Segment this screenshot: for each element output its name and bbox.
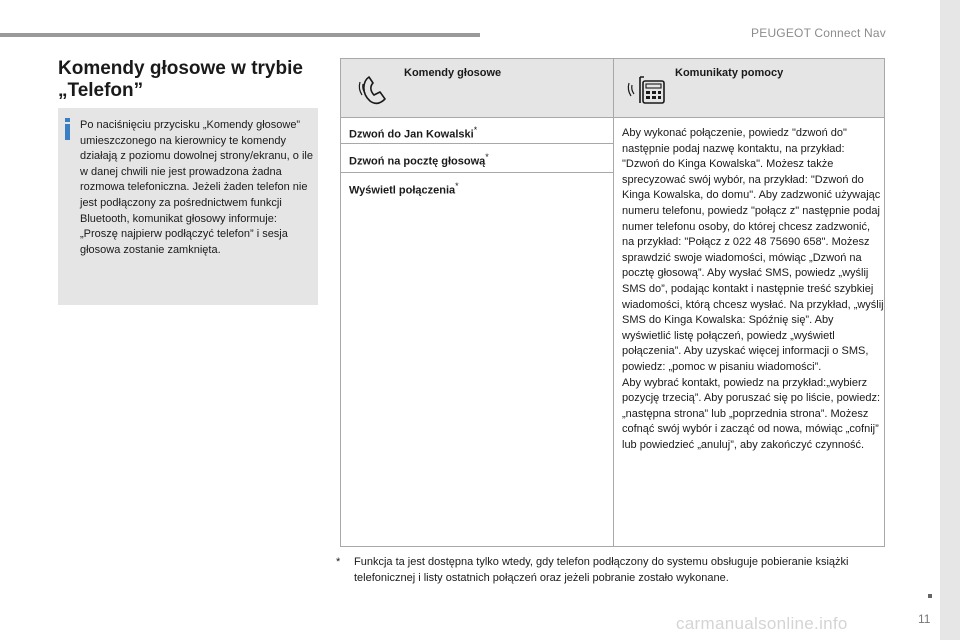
table-row	[341, 173, 613, 203]
help-message-icon	[626, 73, 666, 109]
page-number: 11	[918, 612, 931, 626]
header-brand: PEUGEOT Connect Nav	[751, 26, 886, 40]
command-label: Wyświetl połączenia*	[349, 181, 459, 197]
footnote-mark: *	[336, 556, 341, 568]
info-box	[58, 108, 318, 305]
page-title: Komendy głosowe w trybie „Telefon”	[58, 58, 303, 101]
footnote-text: Funkcja ta jest dostępna tylko wtedy, gdy telefon podłączony do systemu obsługuje pobieranie książki telefonicznej i listy ostatnich połączeń oraz jeżeli pobranie zostało wykonane.	[354, 556, 849, 584]
table-row	[341, 144, 613, 173]
column-header-commands: Komendy głosowe	[404, 67, 502, 79]
info-icon	[64, 118, 71, 140]
table-row	[341, 117, 613, 144]
side-strip	[940, 0, 960, 640]
watermark: carmanualsonline.info	[676, 614, 848, 633]
command-label: Dzwoń na pocztę głosową*	[349, 152, 489, 168]
voice-command-icon	[357, 73, 393, 109]
page-nav-marker	[928, 594, 932, 598]
command-label: Dzwoń do Jan Kowalski*	[349, 125, 478, 141]
info-text: Po naciśnięciu przycisku „Komendy głosowe” umieszczonego na kierownicy te komendy działają z poziomu dowolnej strony/ekranu, o ile w danej chwili nie jest prowadzona żadna rozmowa telefoniczna. Jeżeli żaden telefon nie jest podłączony za pośrednictwem funkcji Bluetooth, komunikat głosowy informuje: „Proszę najpierw podłączyć telefon” i sesja głosowa zostanie zamknięta.	[80, 119, 313, 256]
header-rule	[0, 33, 480, 37]
column-header-help: Komunikaty pomocy	[675, 67, 784, 79]
help-message-text: Aby wykonać połączenie, powiedz "dzwoń do" następnie podaj nazwę kontaktu, na przykład: "Dzwoń do Kinga Kowalska". Możesz także sprecyzować swój wybór, na przykład: "Dzwoń do Kinga Kowalska, do domu". Aby zadzwonić używając numeru telefonu, powiedz "połącz z" następnie podaj numer telefonu osoby, do której chcesz zadzwonić, na przykład: "Połącz z 022 48 75690 658". Możesz sprawdzić swoje wiadomości, mówiąc „Dzwoń na pocztę głosową”. Aby wysłać SMS, powiedz „wyślij SMS do”, podając kontakt i następnie treść szybkiej wiadomości, którą chcesz wysłać. Na przykład, „wyślij SMS do Kinga Kowalska: Spóźnię się”. Aby wyświetlić listę połączeń, powiedz „wyświetl połączenia”. Aby uzyskać więcej informacji o SMS, powiedz: „pomoc w pisaniu wiadomości”. Aby wybrać kontakt, powiedz na przykład:„wybierz pozycję trzecią”. Aby poruszać się po liście, powiedz: „następna strona” lub „poprzednia strona”. Możesz cofnąć swój wybór i zacząć od nowa, mówiąc „cofnij” lub powiedzieć „anuluj”, aby zakończyć czynność.	[622, 127, 884, 451]
column-divider	[613, 59, 614, 546]
voice-command-table	[340, 58, 885, 547]
